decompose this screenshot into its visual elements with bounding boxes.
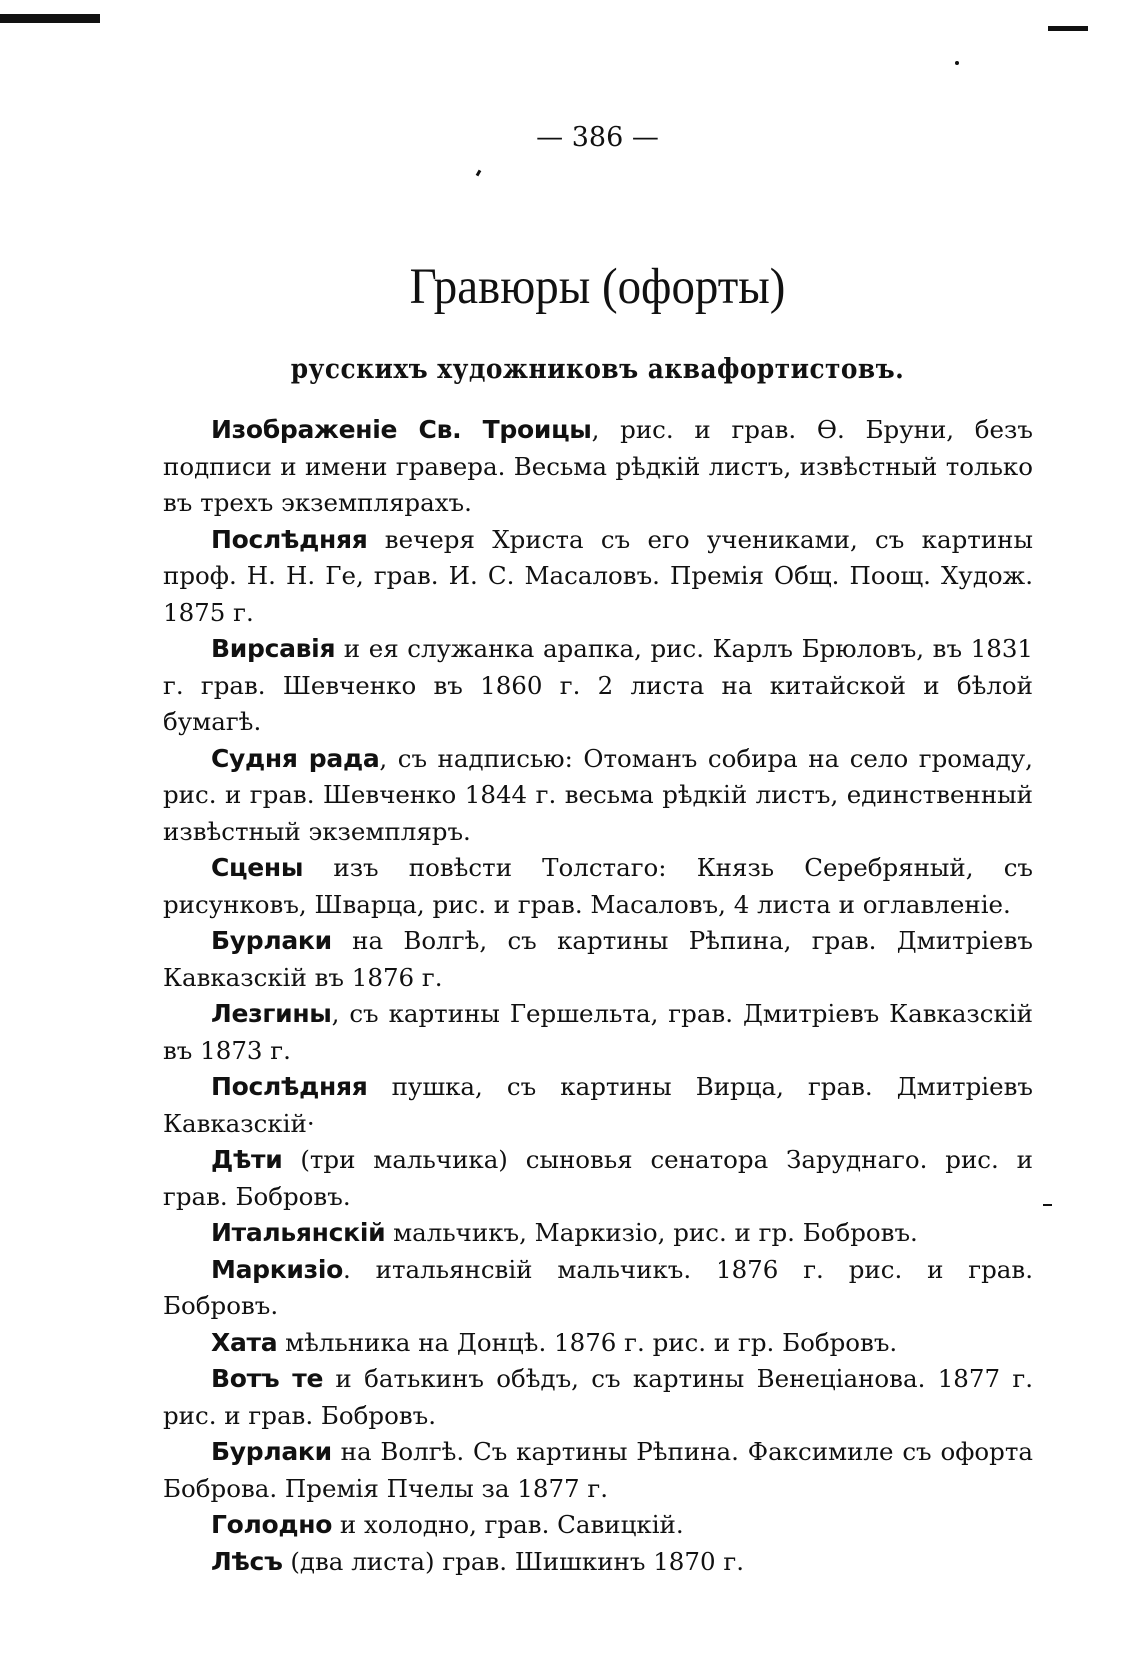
list-item [163,412,1033,522]
list-item [163,631,1033,741]
entry-text: , съ надписью: Отоманъ собира на село громаду, рис. и грав. Шевченко 1844 г. весьма рѣдкій листъ, единственный извѣстный экземпляръ. [163,743,1033,846]
entry-text: мальчикъ, Маркизіо, рис. и гр. Бобровъ. [385,1218,918,1247]
list-item [163,1544,1033,1581]
entry-heading: Послѣдняя [211,524,368,554]
scan-speck [476,170,482,177]
entry-heading: Лѣсъ [211,1546,283,1576]
list-item [163,1507,1033,1544]
entry-heading: Итальянскій [211,1218,386,1247]
list-item [163,1142,1033,1215]
entry-heading: Изображеніе Св. Троицы [211,415,592,444]
entry-heading: Хата [211,1327,278,1357]
entry-heading: Бурлаки [211,926,332,955]
entry-heading: Бурлаки [211,1437,332,1466]
list-item [163,923,1033,996]
entry-text: , рис. и грав. Ѳ. Бруни, безъ подписи и имени гравера. Весьма рѣдкій листъ, извѣстный только въ трехъ экземплярахъ. [163,415,1033,517]
entry-text: пушка, съ картины Вирца, грав. Дмитріевъ Кавказскій· [163,1072,1033,1138]
list-item [163,1069,1033,1142]
entry-heading: Голодно [211,1510,333,1539]
entry-heading: Дѣти [211,1145,283,1174]
list-item [163,1361,1033,1434]
page-number: — 386 — [536,122,659,153]
entry-heading: Лезгины [211,999,332,1028]
list-item [163,1325,1033,1362]
entry-heading: Вотъ те [211,1364,324,1393]
entry-text: и батькинъ обѣдъ, съ картины Венеціанова. 1877 г. рис. и грав. Бобровъ. [163,1364,1033,1430]
entry-list [163,412,1033,1580]
entry-text: изъ повѣсти Толстаго: Князь Серебряный, съ рисунковъ, Шварца, рис. и грав. Масаловъ, 4 листа и оглавленіе. [163,853,1033,919]
entry-text: (два листа) грав. Шишкинъ 1870 г. [282,1546,744,1576]
scan-speck [955,61,959,65]
entry-text: на Волгѣ. Съ картины Рѣпина. Факсимиле съ офорта Боброва. Премія Пчелы за 1877 г. [163,1437,1033,1503]
entry-text: на Волгѣ, съ картины Рѣпина, грав. Дмитріевъ Кавказскій въ 1876 г. [163,926,1033,992]
entry-text: и холодно, грав. Савицкій. [332,1510,684,1539]
scan-artifact-top-left [0,14,100,23]
scan-artifact-top-right [1048,26,1088,31]
entry-text: мѣльника на Донцѣ. 1876 г. рис. и гр. Бобровъ. [277,1327,898,1357]
page-subtitle: русскихъ художниковъ аквафортистовъ. [290,354,905,385]
page-title: Гравюры (офорты) [409,259,786,315]
entry-text: вечеря Христа съ его учениками, съ картины проф. Н. Н. Ге, грав. И. С. Масаловъ. Премія Общ. Поощ. Худож. 1875 г. [163,524,1033,627]
entry-heading: Судня рада [211,743,380,773]
entry-heading: Послѣдняя [211,1072,368,1101]
entry-text: и ея служанка арапка, рис. Карлъ Брюловъ, въ 1831 г. грав. Шевченко въ 1860 г. 2 листа на китайской и бѣлой бумагѣ. [163,634,1033,736]
scan-speck [1043,1204,1052,1206]
list-item [163,1215,1033,1252]
entry-heading: Сцены [211,853,304,882]
list-item [163,522,1033,632]
entry-text: (три мальчика) сыновья сенатора Заруднаго. рис. и грав. Бобровъ. [163,1145,1033,1211]
list-item [163,741,1033,851]
entry-heading: Вирсавія [211,634,336,663]
list-item [163,1252,1033,1325]
entry-text: . итальянсвій мальчикъ. 1876 г. рис. и грав. Бобровъ. [163,1254,1033,1320]
list-item [163,996,1033,1069]
entry-heading: Маркизіо [211,1254,343,1284]
list-item [163,850,1033,923]
list-item [163,1434,1033,1507]
entry-text: , съ картины Гершельта, грав. Дмитріевъ Кавказскій въ 1873 г. [163,999,1033,1065]
